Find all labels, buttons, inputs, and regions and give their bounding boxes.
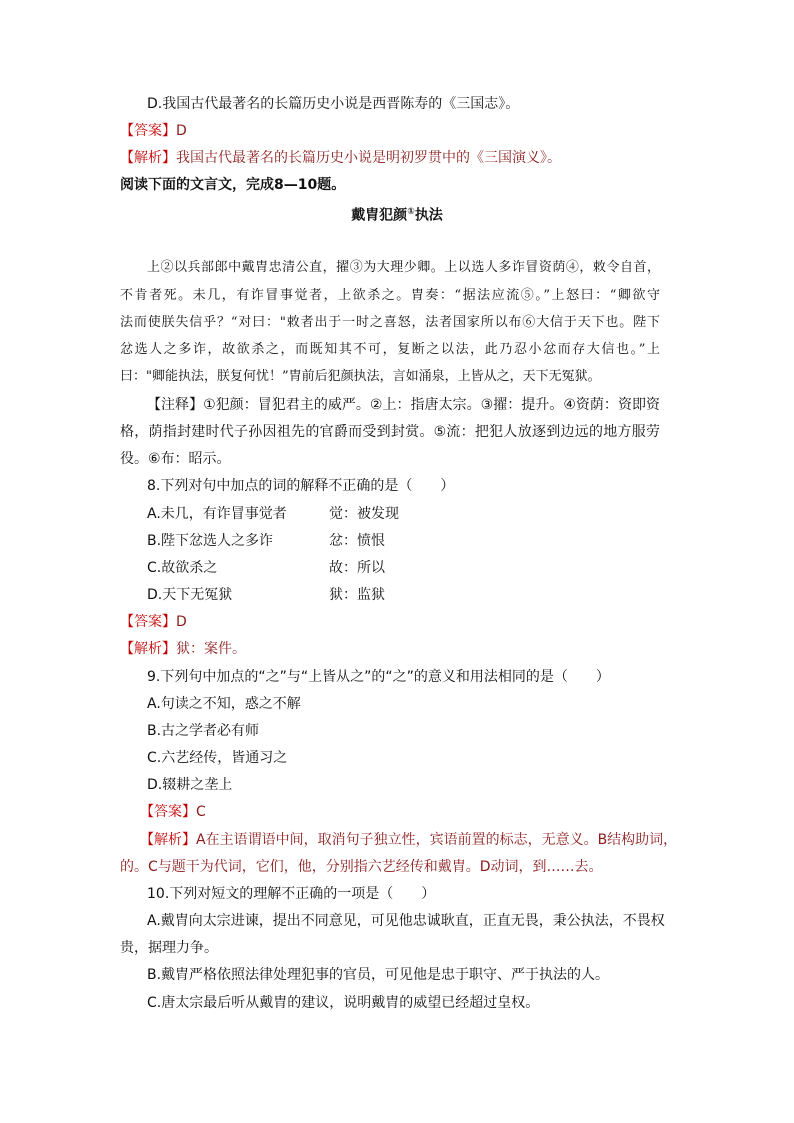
q8-answer — [120, 613, 187, 631]
analysis-text: A在主语谓语中间，取消句子独立性，宾语前置的标志，无意义。B结构助词， — [196, 832, 678, 848]
q9-option-d: D.辍耕之垄上 — [147, 777, 233, 793]
instruction: 阅读下面的文言文，完成8—10题。 — [120, 177, 346, 193]
title-note: ① — [407, 207, 415, 217]
q10-option-a: A.戴胄向太宗进谏，提出不同意见，可见他忠诚耿直，正直无畏，秉公执法，不畏权 — [147, 913, 665, 929]
q8-option-a — [147, 505, 547, 523]
notes-line: 【注释】①犯颜：冒犯君主的威严。②上：指唐太宗。③擢：提升。④资荫：资即资 — [147, 397, 660, 413]
answer-value: D — [176, 123, 187, 139]
q9-stem: 9.下列句中加点的“之”与“上皆从之”的“之”的意义和用法相同的是（ ） — [147, 669, 610, 685]
option-gloss: 忿：愤恨 — [329, 533, 385, 549]
q10-option-a-cont: 贵，据理力争。 — [120, 940, 218, 956]
q7-analysis — [120, 149, 561, 167]
q8-analysis — [120, 640, 246, 658]
q7-option-d: D.我国古代最著名的长篇历史小说是西晋陈寿的《三国志》。 — [147, 96, 520, 112]
q8-stem: 8.下列对句中加点的词的解释不正确的是（ ） — [147, 478, 455, 494]
option-text: D.天下无冤狱 — [147, 587, 233, 603]
answer-tag: 【答案】 — [120, 123, 176, 139]
analysis-text: 狱：案件。 — [176, 641, 246, 657]
analysis-tag: 【解析】 — [120, 641, 176, 657]
passage-line: 忿选人之多诈，故欲杀之，而既知其不可，复断之以法，此乃忍小忿而存大信也。”上 — [120, 342, 660, 357]
q9-analysis — [140, 831, 678, 849]
option-gloss: 狱：监狱 — [329, 587, 385, 603]
analysis-tag: 【解析】 — [140, 832, 196, 848]
title-post: 执法 — [414, 207, 443, 224]
option-gloss: 故：所以 — [329, 560, 385, 576]
option-gloss: 觉：被发现 — [329, 506, 399, 522]
passage-line: 上②以兵部郎中戴胄忠清公直，擢③为大理少卿。上以选人多诈冒资荫④，敕令自首， — [147, 260, 660, 275]
q10-option-b: B.戴胄严格依照法律处理犯事的官员，可见他是忠于职守、严于执法的人。 — [147, 967, 610, 983]
passage-line: 曰："卿能执法，朕复何忧！”胄前后犯颜执法，言如涌泉，上皆从之，天下无冤狱。 — [120, 369, 601, 384]
answer-value: D — [176, 614, 187, 630]
q8-option-d — [147, 586, 547, 604]
option-text: C.故欲杀之 — [147, 560, 218, 576]
q7-answer — [120, 122, 187, 140]
notes-line: 役。⑥布：昭示。 — [120, 451, 231, 467]
passage-line: 法而使朕失信乎？“对曰："敕者出于一时之喜怒，法者国家所以布⑥大信于天下也。陛下 — [120, 315, 660, 330]
q9-analysis-cont: 的。C与题干为代词，它们，他，分别指六艺经传和戴胄。D动词，到……去。 — [120, 859, 603, 875]
analysis-tag: 【解析】 — [120, 150, 176, 166]
q9-option-a: A.句读之不知，惑之不解 — [147, 696, 301, 712]
answer-tag: 【答案】 — [120, 614, 176, 630]
title-pre: 戴胄犯颜 — [351, 207, 408, 224]
analysis-text: 我国古代最著名的长篇历史小说是明初罗贯中的《三国演义》。 — [176, 150, 561, 166]
q9-option-b: B.古之学者必有师 — [147, 723, 260, 739]
passage-line: 不肯者死。未几，有诈冒事觉者，上欲杀之。胄奏：“据法应流⑤。”上怒曰：“卿欲守 — [120, 288, 660, 303]
option-text: B.陛下忿选人之多诈 — [147, 533, 274, 549]
passage-title — [0, 203, 794, 225]
q9-answer — [140, 803, 206, 821]
q8-option-b — [147, 532, 547, 550]
q10-option-c: C.唐太宗最后听从戴胄的建议，说明戴胄的威望已经超过皇权。 — [147, 995, 540, 1011]
answer-value: C — [196, 804, 206, 820]
answer-tag: 【答案】 — [140, 804, 196, 820]
q10-stem: 10.下列对短文的理解不正确的一项是（ ） — [147, 886, 436, 902]
option-text: A.未几，有诈冒事觉者 — [147, 506, 287, 522]
notes-line: 格，荫指封建时代子孙因祖先的官爵而受到封赏。⑤流：把犯人放逐到边远的地方服劳 — [120, 424, 660, 440]
q9-option-c: C.六艺经传，皆通习之 — [147, 750, 288, 766]
q8-option-c — [147, 559, 547, 577]
